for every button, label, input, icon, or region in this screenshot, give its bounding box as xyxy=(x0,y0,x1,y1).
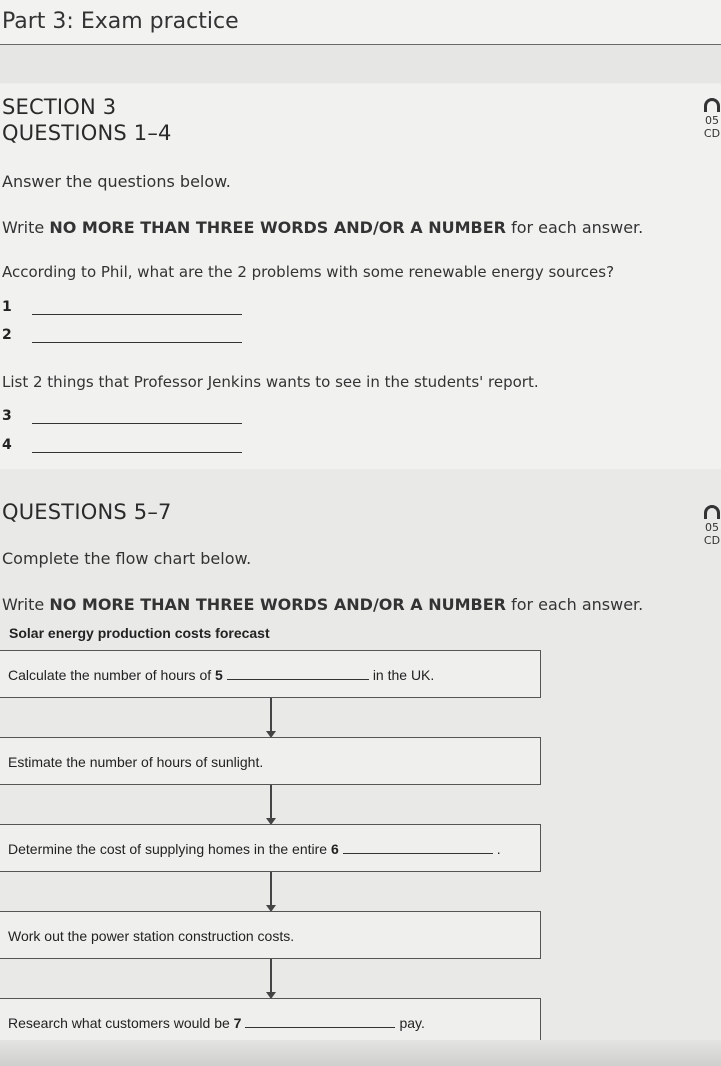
question-number-6: 6 xyxy=(330,841,339,857)
question-report: List 2 things that Professor Jenkins wants to see in the students' report. xyxy=(2,373,539,391)
question-problems: According to Phil, what are the 2 problems with some renewable energy sources? xyxy=(2,263,615,281)
section-heading: SECTION 3 xyxy=(2,95,117,119)
page-title: Part 3: Exam practice xyxy=(2,9,239,34)
instruction-answer: Answer the questions below. xyxy=(2,172,231,191)
flow-step-3: Determine the cost of supplying homes in the entire 6 . xyxy=(0,824,541,872)
answer-blank-5[interactable] xyxy=(227,667,369,680)
page-header xyxy=(0,0,721,45)
flow-arrow-3 xyxy=(270,872,272,906)
bottom-shadow xyxy=(0,1040,721,1066)
flow-step-2: Estimate the number of hours of sunlight. xyxy=(0,737,541,785)
instruction-word-limit-2: Write NO MORE THAN THREE WORDS AND/OR A NUMBER for each answer. xyxy=(2,595,644,614)
answer-blank-6[interactable] xyxy=(343,841,493,854)
answer-blank-7[interactable] xyxy=(245,1015,395,1028)
answer-line-2[interactable] xyxy=(32,342,242,343)
flow-step-1: Calculate the number of hours of 5 in the UK. xyxy=(0,650,541,698)
answer-line-1[interactable] xyxy=(32,314,242,315)
question-number-1: 1 xyxy=(2,299,12,315)
flow-arrow-2 xyxy=(270,785,272,819)
answer-line-4[interactable] xyxy=(32,452,242,453)
questions-heading-1-4: QUESTIONS 1–4 xyxy=(2,121,172,145)
instruction-word-limit: Write NO MORE THAN THREE WORDS AND/OR A NUMBER for each answer. xyxy=(2,218,644,237)
question-number-5: 5 xyxy=(215,667,223,683)
question-number-4: 4 xyxy=(2,437,12,453)
flow-step-5: Research what customers would be 7 pay. xyxy=(0,998,541,1046)
question-number-2: 2 xyxy=(2,327,12,343)
flow-arrow-1 xyxy=(270,698,272,732)
cd-track-number: 05 xyxy=(705,114,719,127)
cd-label: CD xyxy=(703,534,721,547)
flow-arrow-4 xyxy=(270,959,272,993)
answer-line-3[interactable] xyxy=(32,423,242,424)
cd-audio-icon[interactable] xyxy=(701,98,721,140)
headphones-icon xyxy=(704,98,720,112)
question-number-3: 3 xyxy=(2,408,12,424)
flow-chart-title: Solar energy production costs forecast xyxy=(9,625,270,641)
cd-audio-icon-2[interactable] xyxy=(701,505,721,547)
cd-label: CD xyxy=(703,127,721,140)
headphones-icon xyxy=(704,505,720,519)
question-number-7: 7 xyxy=(233,1015,242,1031)
top-band xyxy=(0,45,721,83)
instruction-complete: Complete the flow chart below. xyxy=(2,549,252,568)
flow-step-4: Work out the power station construction costs. xyxy=(0,911,541,959)
questions-heading-5-7: QUESTIONS 5–7 xyxy=(2,500,172,524)
cd-track-number: 05 xyxy=(705,521,719,534)
